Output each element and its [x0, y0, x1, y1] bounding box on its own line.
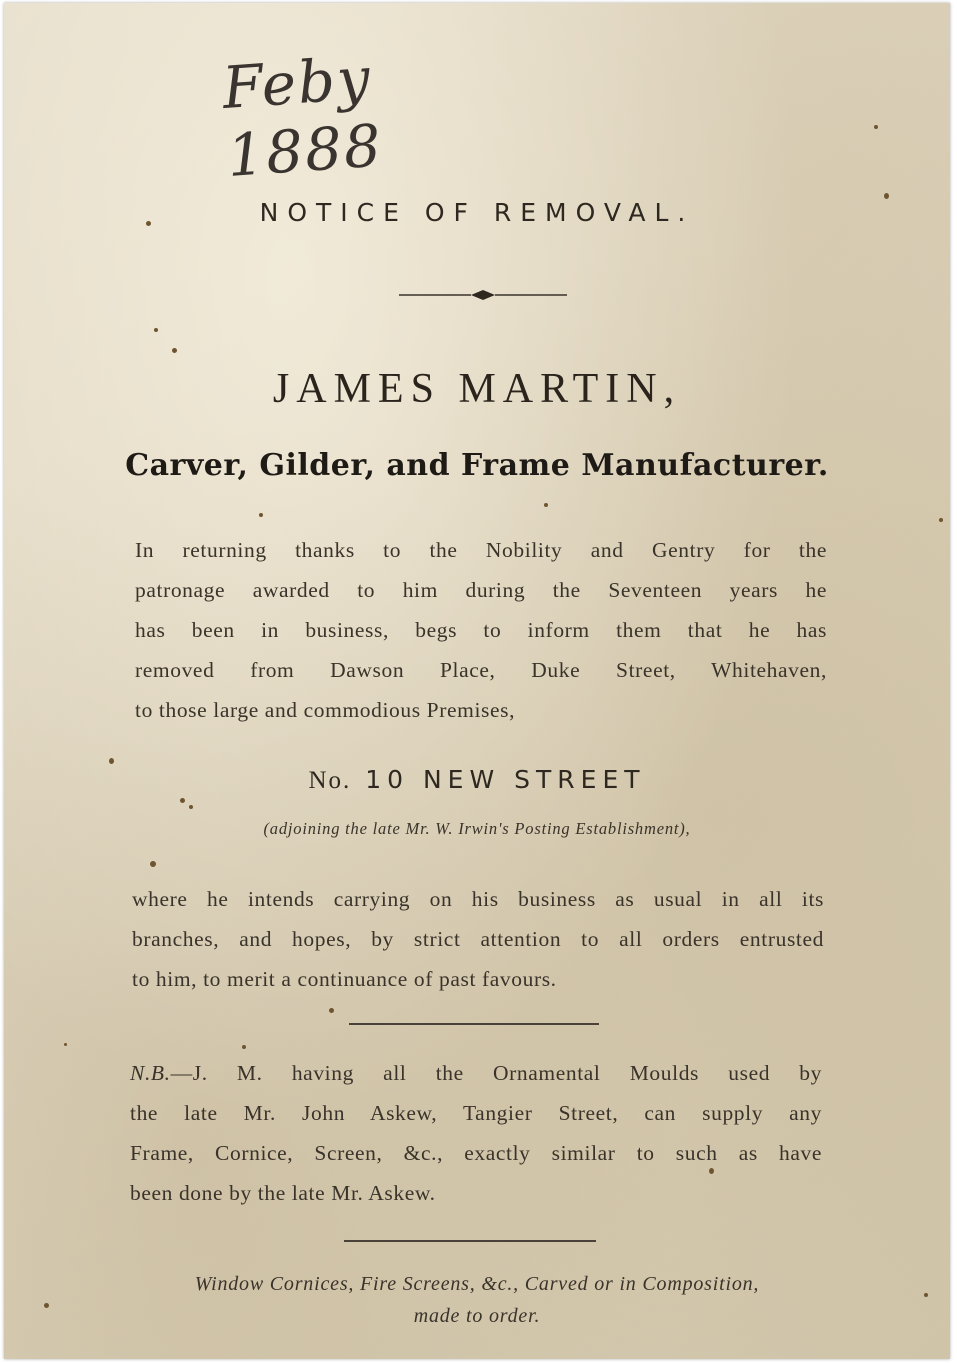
divider-rule [349, 1023, 599, 1025]
address-note: (adjoining the late Mr. W. Irwin's Posting Establishment), [263, 819, 691, 838]
address-number: 10 [365, 765, 410, 794]
foxing-spot [109, 758, 114, 764]
nb-label: N.B. [130, 1061, 171, 1085]
paragraph-line: where he intends carrying on his business as usual in all its [132, 887, 824, 911]
paragraph-line: the late Mr. John Askew, Tangier Street, can supply any [130, 1101, 822, 1125]
address-street: NEW STREET [422, 765, 646, 794]
footer-note [4, 1268, 950, 1332]
foxing-spot [172, 348, 177, 353]
paragraph-line: to him, to merit a continuance of past favours. [132, 967, 557, 991]
address-prefix: No. [308, 767, 352, 794]
nb-paragraph [130, 1053, 822, 1213]
paragraph-line: In returning thanks to the Nobility and Gentry for the [135, 538, 827, 562]
paragraph-line: to those large and commodious Premises, [135, 698, 516, 722]
divider-rule [344, 1240, 596, 1242]
foxing-spot [242, 1045, 246, 1049]
thanks-paragraph [135, 530, 827, 730]
foxing-spot [259, 513, 263, 517]
foxing-spot [64, 1043, 67, 1046]
notice-sheet [4, 3, 950, 1359]
intent-paragraph [132, 879, 824, 999]
paragraph-line: branches, and hopes, by strict attention to all orders entrusted [132, 927, 824, 951]
paragraph-line: Frame, Cornice, Screen, &c., exactly similar to such as have [130, 1141, 822, 1165]
paragraph-line: removed from Dawson Place, Duke Street, Whitehaven, [135, 658, 827, 682]
footer-line: Window Cornices, Fire Screens, &c., Carved or in Composition, [194, 1273, 760, 1295]
paragraph-line: been done by the late Mr. Askew. [130, 1181, 436, 1205]
paragraph-line [130, 1053, 822, 1093]
notice-title: NOTICE OF REMOVAL. [259, 198, 695, 227]
foxing-spot [939, 518, 943, 522]
trade-line: Carver, Gilder, and Frame Manufacturer. [125, 448, 829, 483]
foxing-spot [329, 1008, 334, 1013]
paragraph-line: has been in business, begs to inform them that he has [135, 618, 827, 642]
foxing-spot [874, 125, 878, 129]
ornament-divider [399, 285, 567, 305]
footer-line: made to order. [413, 1305, 541, 1327]
proprietor-name: JAMES MARTIN, [272, 366, 682, 412]
handwritten-date: Feby 1888 [220, 43, 385, 190]
foxing-spot [180, 798, 185, 803]
foxing-spot [189, 805, 193, 809]
foxing-spot [150, 861, 156, 867]
foxing-spot [154, 328, 158, 332]
paragraph-line: patronage awarded to him during the Seventeen years he [135, 578, 827, 602]
new-address [4, 765, 950, 795]
foxing-spot [544, 503, 548, 507]
nb-text: —J. M. having all the Ornamental Moulds used by [170, 1061, 822, 1085]
